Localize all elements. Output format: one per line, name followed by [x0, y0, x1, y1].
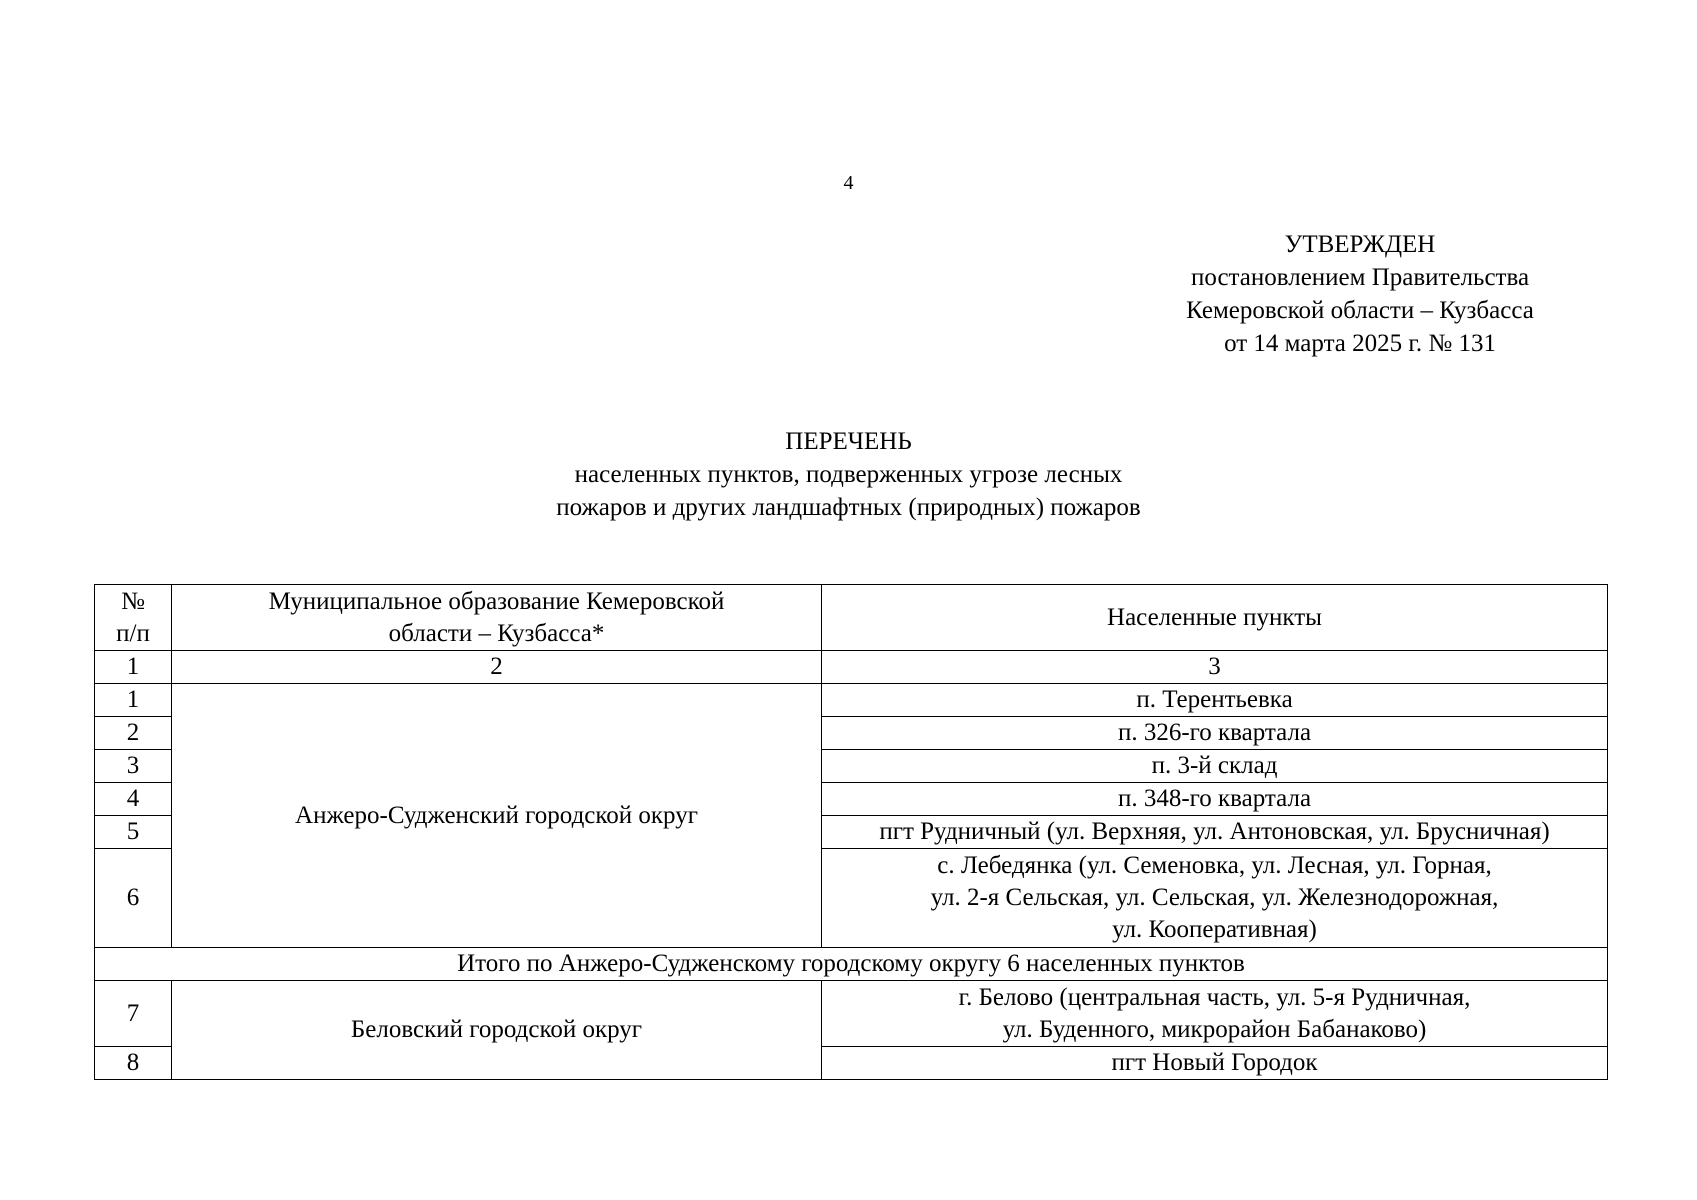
header-municipality	[172, 585, 822, 651]
table-row	[95, 684, 1608, 717]
column-number-row	[95, 651, 1608, 684]
title-line: населенных пунктов, подверженных угрозе лесных	[574, 461, 1123, 488]
settlement-line: г. Белово (центральная часть, ул. 5-я Рудничная,	[958, 983, 1471, 1011]
title-heading: ПЕРЕЧЕНЬ	[785, 428, 912, 455]
column-number: 3	[822, 651, 1608, 684]
row-num: 5	[95, 816, 172, 849]
settlement-line: ул. Кооперативная)	[1112, 916, 1317, 943]
settlement-cell: пгт Рудничный (ул. Верхняя, ул. Антоновская, ул. Брусничная)	[822, 816, 1608, 849]
settlement-cell: п. 326-го квартала	[822, 717, 1608, 750]
document-title	[0, 425, 1697, 524]
approval-stamp	[1150, 228, 1570, 360]
settlement-line: с. Лебедянка (ул. Семеновка, ул. Лесная, ул. Горная,	[937, 852, 1492, 879]
approval-line: постановлением Правительства	[1190, 264, 1530, 291]
total-cell: Итого по Анжеро-Судженскому городскому округу 6 населенных пунктов	[95, 948, 1608, 981]
page-number: 4	[843, 172, 854, 194]
approval-title: УТВЕРЖДЕН	[1284, 231, 1436, 258]
row-num: 1	[95, 684, 172, 717]
total-row	[95, 948, 1608, 981]
title-line: пожаров и других ландшафтных (природных) пожаров	[556, 494, 1141, 521]
municipality-cell: Анжеро-Судженский городской округ	[172, 684, 822, 948]
table-header-row	[95, 585, 1608, 651]
header-num-line: п/п	[116, 619, 150, 647]
settlement-cell	[822, 981, 1608, 1047]
table-row	[95, 981, 1608, 1047]
settlement-cell: п. Терентьевка	[822, 684, 1608, 717]
settlement-cell	[822, 849, 1608, 948]
column-number: 2	[172, 651, 822, 684]
settlement-line: ул. 2-я Сельская, ул. Сельская, ул. Железнодорожная,	[930, 884, 1499, 911]
column-number: 1	[95, 651, 172, 684]
settlements-table	[94, 584, 1608, 1080]
header-num	[95, 585, 172, 651]
row-num: 2	[95, 717, 172, 750]
row-num: 3	[95, 750, 172, 783]
row-num: 6	[95, 849, 172, 948]
settlement-cell: п. 348-го квартала	[822, 783, 1608, 816]
settlement-cell: п. 3-й склад	[822, 750, 1608, 783]
header-municipality-line: области – Кузбасса*	[388, 619, 605, 647]
settlement-line: ул. Буденного, микрорайон Бабанаково)	[1002, 1015, 1427, 1043]
row-num: 4	[95, 783, 172, 816]
header-municipality-line: Муниципальное образование Кемеровской	[268, 587, 725, 615]
approval-line: от 14 марта 2025 г. № 131	[1224, 330, 1496, 357]
header-settlements: Населенные пункты	[822, 585, 1608, 651]
approval-line: Кемеровской области – Кузбасса	[1186, 297, 1534, 324]
settlement-cell: пгт Новый Городок	[822, 1047, 1608, 1080]
header-num-line: №	[121, 587, 145, 615]
municipality-cell: Беловский городской округ	[172, 981, 822, 1080]
row-num: 8	[95, 1047, 172, 1080]
row-num: 7	[95, 981, 172, 1047]
